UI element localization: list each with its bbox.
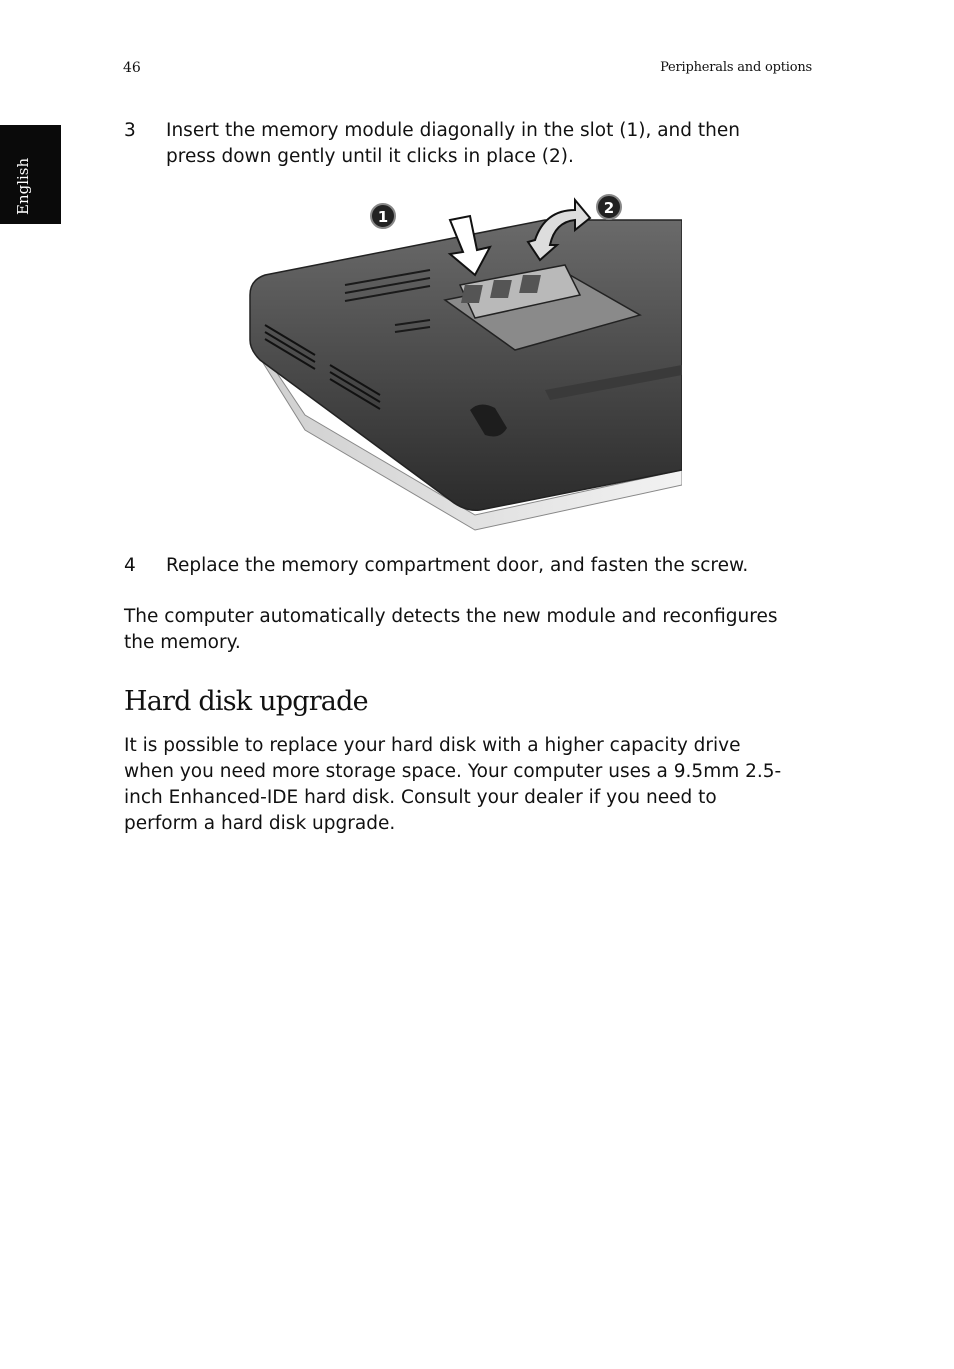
callout-1-label: 1	[377, 208, 389, 226]
language-tab-label: English	[14, 157, 32, 215]
memory-install-illustration	[245, 190, 682, 535]
paragraph-line: when you need more storage space. Your computer uses a 9.5mm 2.5-	[124, 761, 782, 782]
step-number: 4	[124, 555, 136, 576]
paragraph-line: inch Enhanced-IDE hard disk. Consult your dealer if you need to	[124, 787, 717, 808]
step-text-line: press down gently until it clicks in place (2).	[166, 146, 574, 167]
detect-paragraph	[124, 604, 814, 656]
language-tab	[0, 125, 61, 224]
running-header: Peripherals and options	[660, 60, 812, 75]
callout-2-label: 2	[603, 199, 615, 217]
paragraph-line: perform a hard disk upgrade.	[124, 813, 396, 834]
step-text	[166, 553, 806, 579]
page-number: 46	[123, 60, 141, 76]
paragraph-line: The computer automatically detects the new module and reconfigures	[124, 606, 778, 627]
step-number: 3	[124, 120, 136, 141]
hdd-paragraph	[124, 733, 814, 837]
step-text-line: Replace the memory compartment door, and fasten the screw.	[166, 555, 749, 576]
laptop-underside-image	[245, 190, 682, 535]
paragraph-line: It is possible to replace your hard disk with a higher capacity drive	[124, 735, 741, 756]
paragraph-line: the memory.	[124, 632, 241, 653]
section-heading: Hard disk upgrade	[124, 686, 368, 717]
step-text	[166, 118, 806, 170]
step-text-line: Insert the memory module diagonally in the slot (1), and then	[166, 120, 740, 141]
